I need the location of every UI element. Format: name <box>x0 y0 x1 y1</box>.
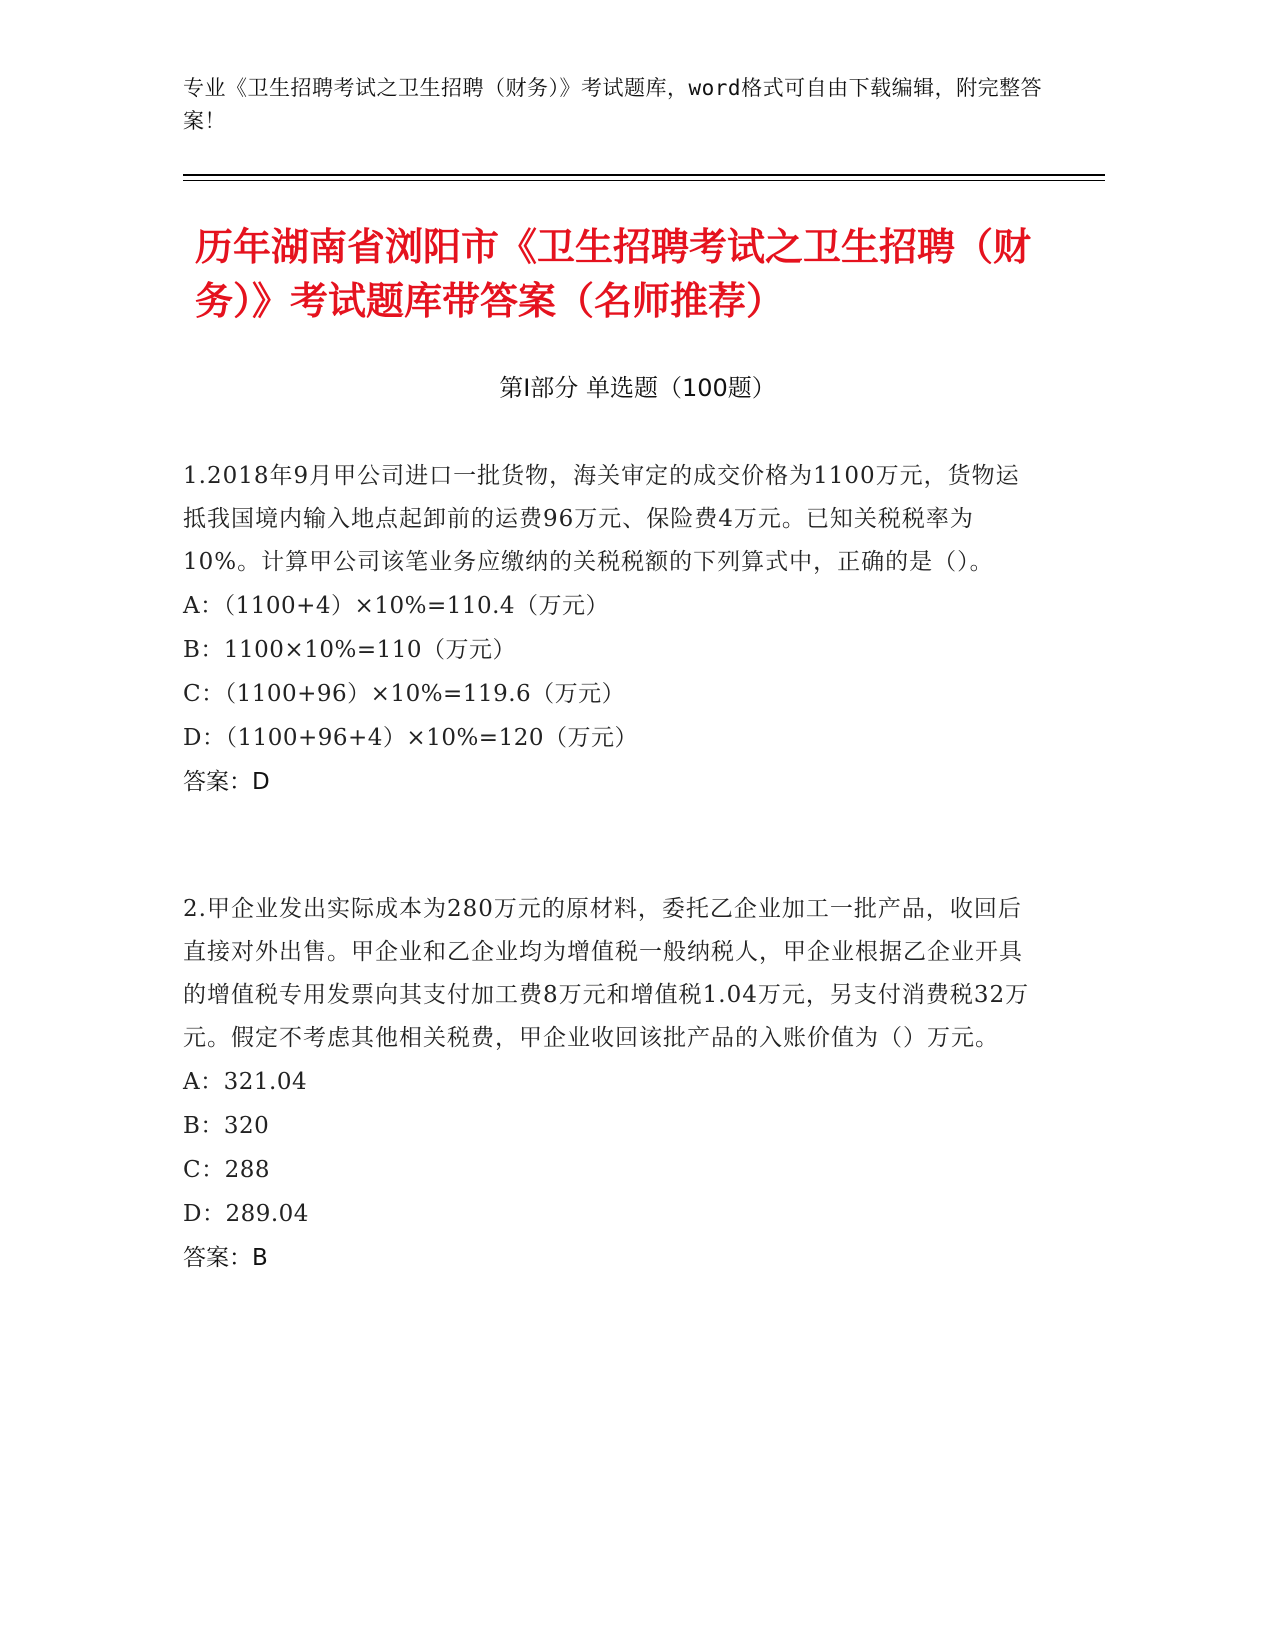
question-block <box>183 455 1043 804</box>
option-b: B：320 <box>183 1113 270 1139</box>
option-a: A：321.04 <box>183 1069 308 1095</box>
section-heading: 第Ⅰ部分 单选题（100题） <box>499 374 776 402</box>
question-stem: 1.2018年9月甲公司进口一批货物，海关审定的成交价格为1100万元，货物运抵我国境内输入地点起卸前的运费96万元、保险费4万元。已知关税税率为10%。计算甲公司该笔业务应缴纳的关税税额的下列算式中，正确的是（）。 <box>183 463 1020 575</box>
header-note: 专业《卫生招聘考试之卫生招聘（财务）》考试题库，word格式可自由下载编辑，附完整答案！ <box>183 76 1043 133</box>
option-d: D：289.04 <box>183 1201 309 1227</box>
header-divider-thick <box>183 174 1105 176</box>
answer-line: 答案：D <box>183 769 270 795</box>
question-stem: 2.甲企业发出实际成本为280万元的原材料，委托乙企业加工一批产品，收回后直接对外出售。甲企业和乙企业均为增值税一般纳税人，甲企业根据乙企业开具的增值税专用发票向其支付加工费8万元和增值税1.04万元，另支付消费税32万元。假定不考虑其他相关税费，甲企业收回该批产品的入账价值为（）万元。 <box>183 896 1030 1051</box>
document-title: 历年湖南省浏阳市《卫生招聘考试之卫生招聘（财务）》考试题库带答案（名师推荐） <box>195 225 1032 323</box>
question-block <box>183 888 1043 1280</box>
option-b: B：1100×10%=110（万元） <box>183 637 516 663</box>
option-d: D：（1100+96+4）×10%=120（万元） <box>183 725 638 751</box>
option-c: C：（1100+96）×10%=119.6（万元） <box>183 681 626 707</box>
header-divider-thin <box>183 180 1105 181</box>
option-c: C：288 <box>183 1157 270 1183</box>
answer-line: 答案：B <box>183 1245 268 1271</box>
option-a: A：（1100+4）×10%=110.4（万元） <box>183 593 610 619</box>
